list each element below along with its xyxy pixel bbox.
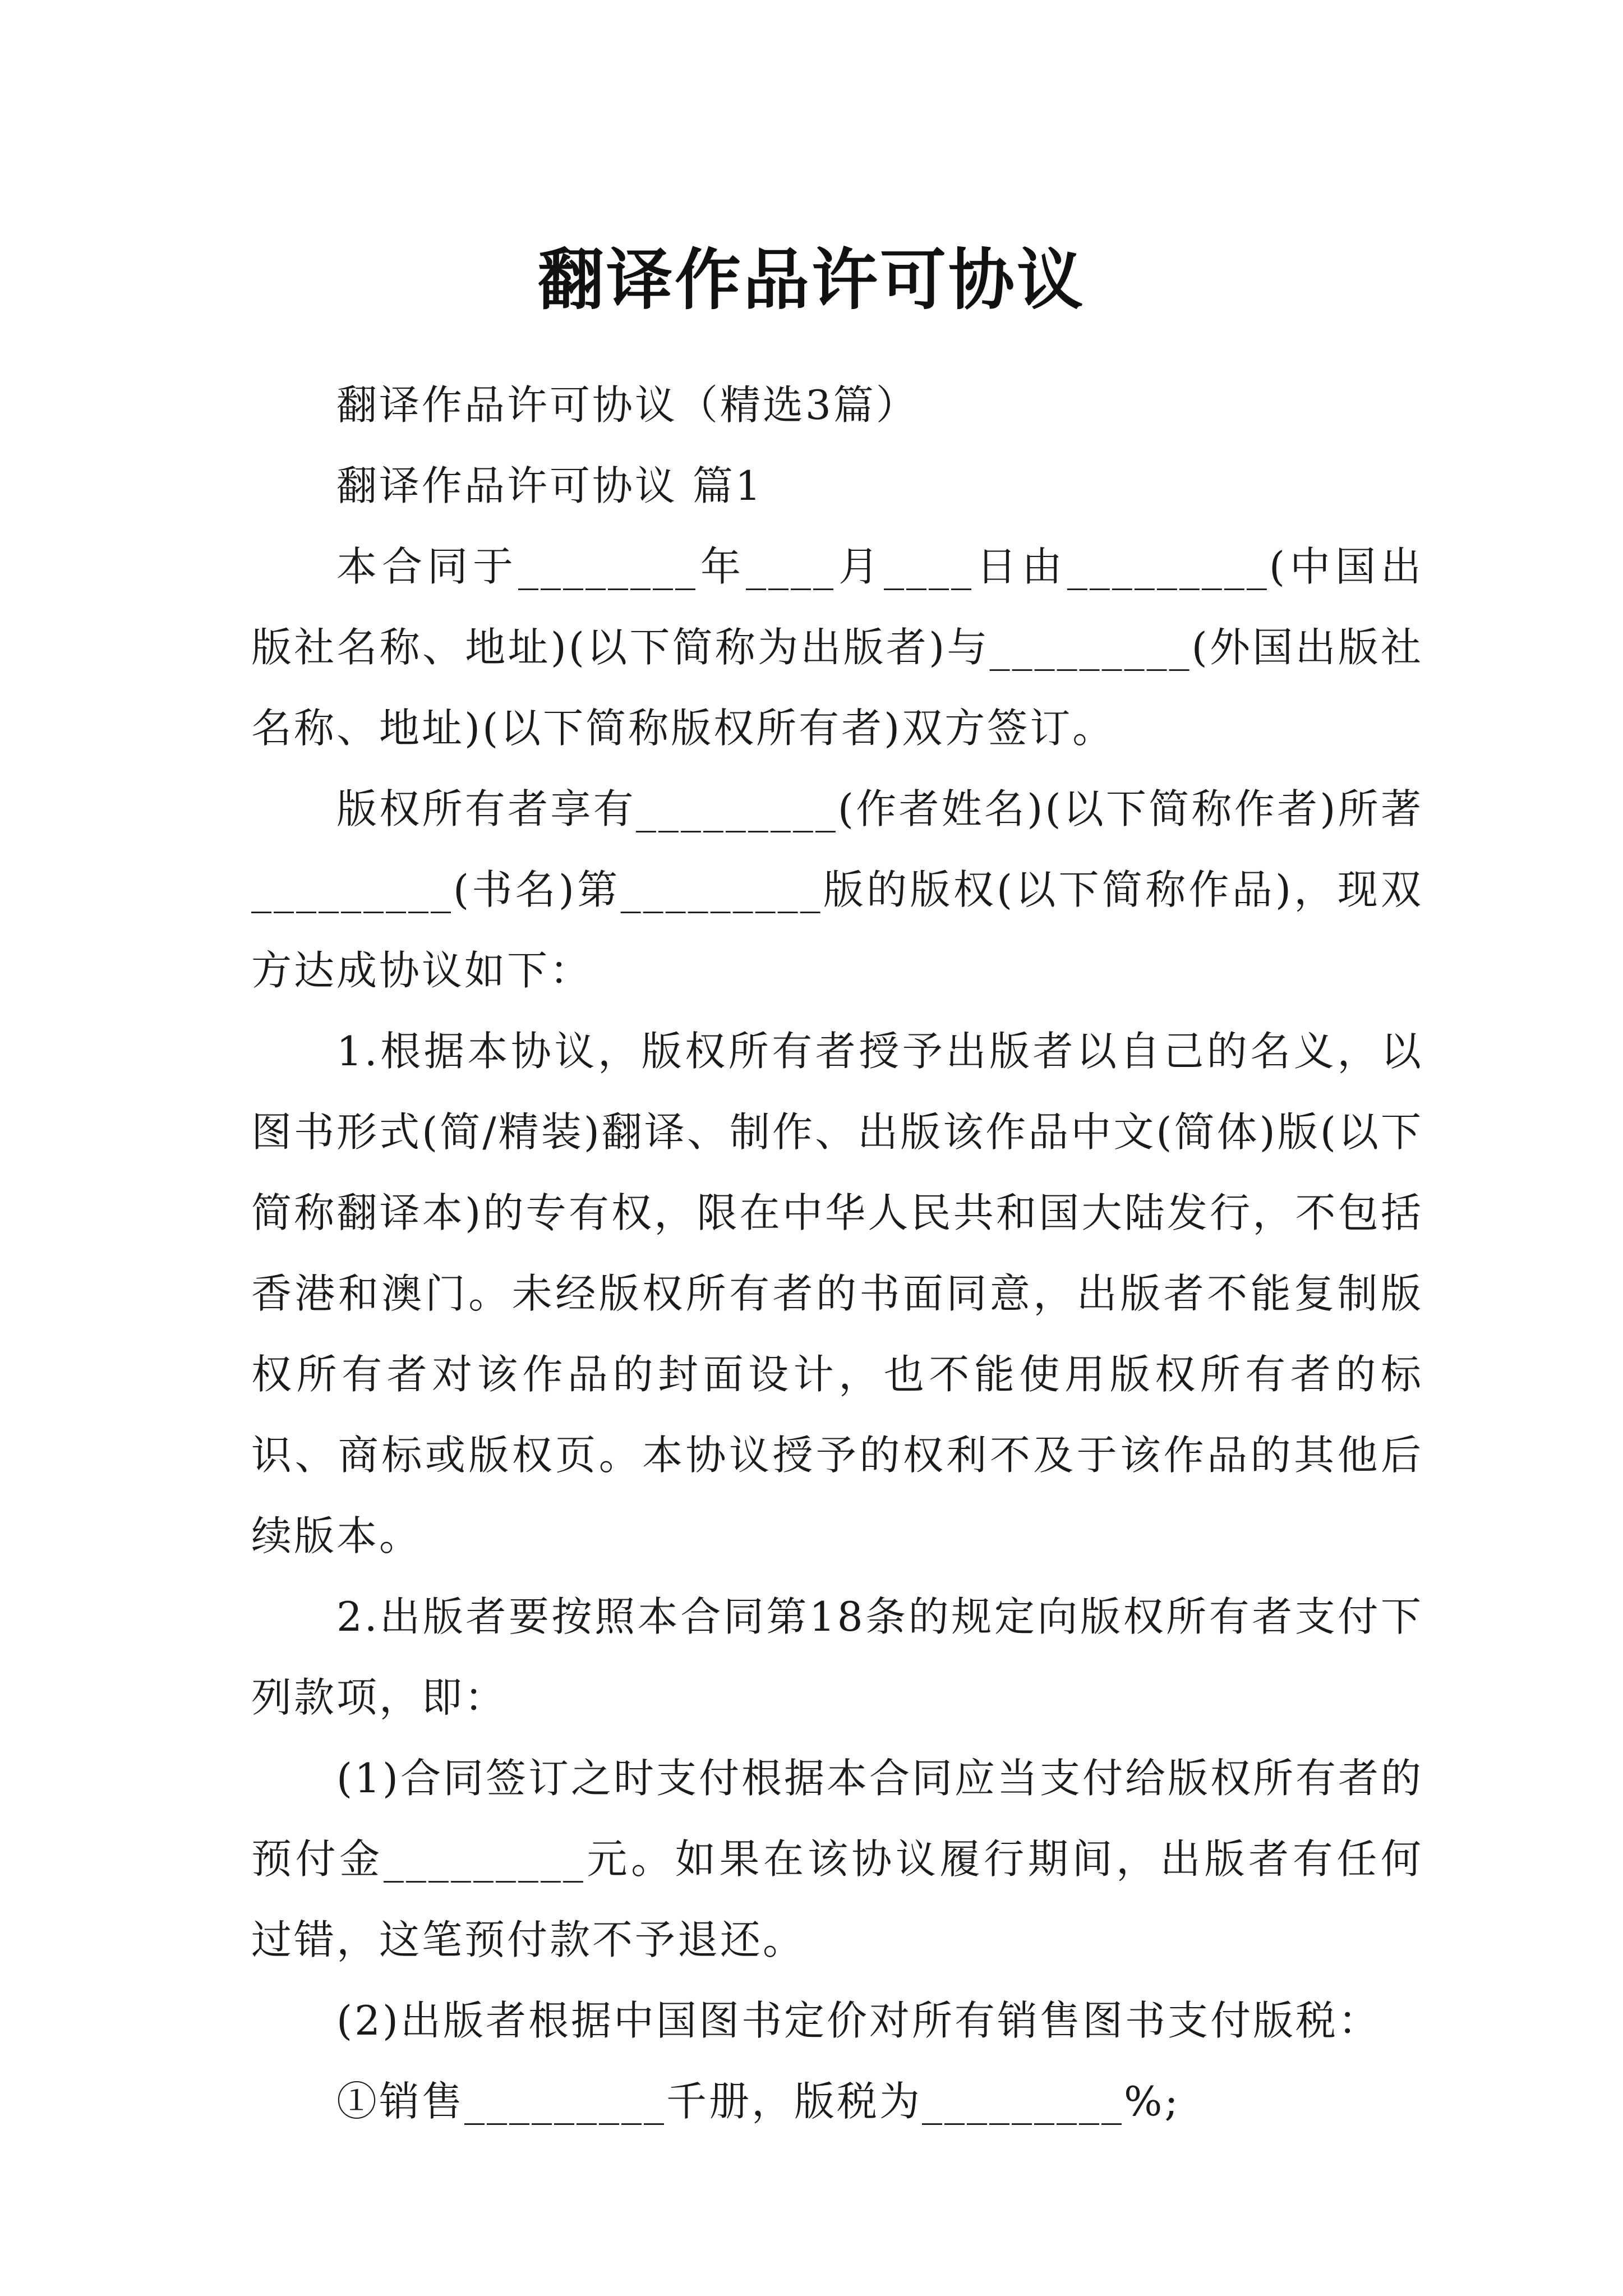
royalty-tier-1: ①销售_________千册，版税为_________%; xyxy=(336,2078,1181,2125)
clause-2-item-1: (1)合同签订之时支付根据本合同应当支付给版权所有者的预付金_________元。如果在该协议履行期间，出版者有任何过错，这笔预付款不予退还。 xyxy=(251,1755,1423,1963)
paragraph-parties: 本合同于________年____月____日由_________(中国出版社名称、地址)(以下简称为出版者)与_________(外国出版社名称、地址)(以下简称版权所有者)双方签订。 xyxy=(251,543,1423,752)
document-body xyxy=(251,365,1423,2142)
paragraph-copyright: 版权所有者享有_________(作者姓名)(以下简称作者)所著_________(书名)第_________版的版权(以下简称作品)，现双方达成协议如下： xyxy=(251,785,1423,994)
section-heading: 翻译作品许可协议 篇1 xyxy=(336,462,763,509)
clause-2-item-2: (2)出版者根据中国图书定价对所有销售图书支付版税： xyxy=(336,1997,1381,2044)
clause-2: 2.出版者要按照本合同第18条的规定向版权所有者支付下列款项，即： xyxy=(251,1593,1423,1721)
document-title: 翻译作品许可协议 xyxy=(537,241,1085,319)
clause-1: 1.根据本协议，版权所有者授予出版者以自己的名义，以图书形式(简/精装)翻译、制作、出版该作品中文(简体)版(以下简称翻译本)的专有权，限在中华人民共和国大陆发行，不包括香港和澳门。未经版权所有者的书面同意，出版者不能复制版权所有者对该作品的封面设计，也不能使用版权所有者的标识、商标或版权页。本协议授予的权利不及于该作品的其他后续版本。 xyxy=(251,1028,1423,1559)
subtitle-selected: 翻译作品许可协议（精选3篇） xyxy=(336,381,919,429)
